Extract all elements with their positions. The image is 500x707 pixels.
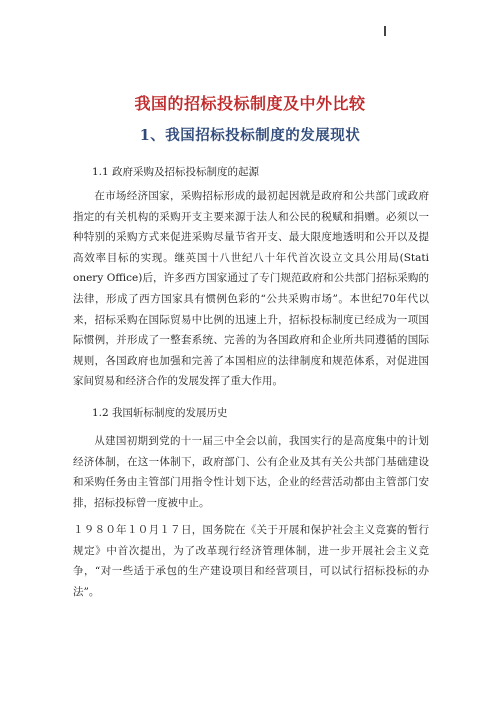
page-mark (384, 26, 386, 36)
paragraph-origin-text: 在市场经济国家，采购招标形成的最初起因就是政府和公共部门或政府指定的有关机构的采购开支主要来源于法人和公民的税赋和捐赠。必须以一种特别的采购方式来促进采购尽量节省开支、最大限度地透明和公开以及提高效率目标的实现。继英国十八世纪八十年代首次设立文具公用局(Stati onery Office)后，许多西方国家通过了专门规范政府和公共部门招标采购的法律，形成了西方国家具有惯例色彩的“公共采购市场”。本世纪70年代以来，招标采购在国际贸易中比例的迅速上升，招标投标制度已经成为一项国际惯例，并形成了一整套系统、完善的为各国政府和企业所共同遵循的国际规则，各国政府也加强和完善了本国相应的法律制度和规范体系，对促进国家间贸易和经济合作的发展发挥了重大作用。 (73, 190, 429, 388)
paragraph-origin (73, 186, 429, 392)
subsection-heading-1-2: 1.2 我国斩标制度的发展历史 (92, 407, 228, 419)
subsection-heading-1-1: 1.1 政府采购及招标投标制度的起源 (92, 166, 260, 178)
paragraph-history (73, 431, 429, 513)
paragraph-1980: １９８０年１０月１７日，国务院在《关于开展和保护社会主义竞赛的暂行规定》中首次提出，为了改革现行经济管理体制，进一步开展社会主义竞争，“对一些适于承包的生产建设项目和经营项目，可以试行招标投标的办法”。 (73, 524, 429, 598)
document-title: 我国的招标投标制度及中外比较 (134, 94, 366, 113)
section-heading: 1、我国招标投标制度的发展现状 (139, 127, 361, 144)
paragraph-history-text: 从建国初期到党的十一届三中全会以前，我国实行的是高度集中的计划经济体制，在这一体制下，政府部门、公有企业及其有关公共部门基础建设和采购任务由主管部门用指令性计划下达，企业的经营活动都由主管部门安排，招标投标曾一度被中止。 (73, 435, 429, 509)
